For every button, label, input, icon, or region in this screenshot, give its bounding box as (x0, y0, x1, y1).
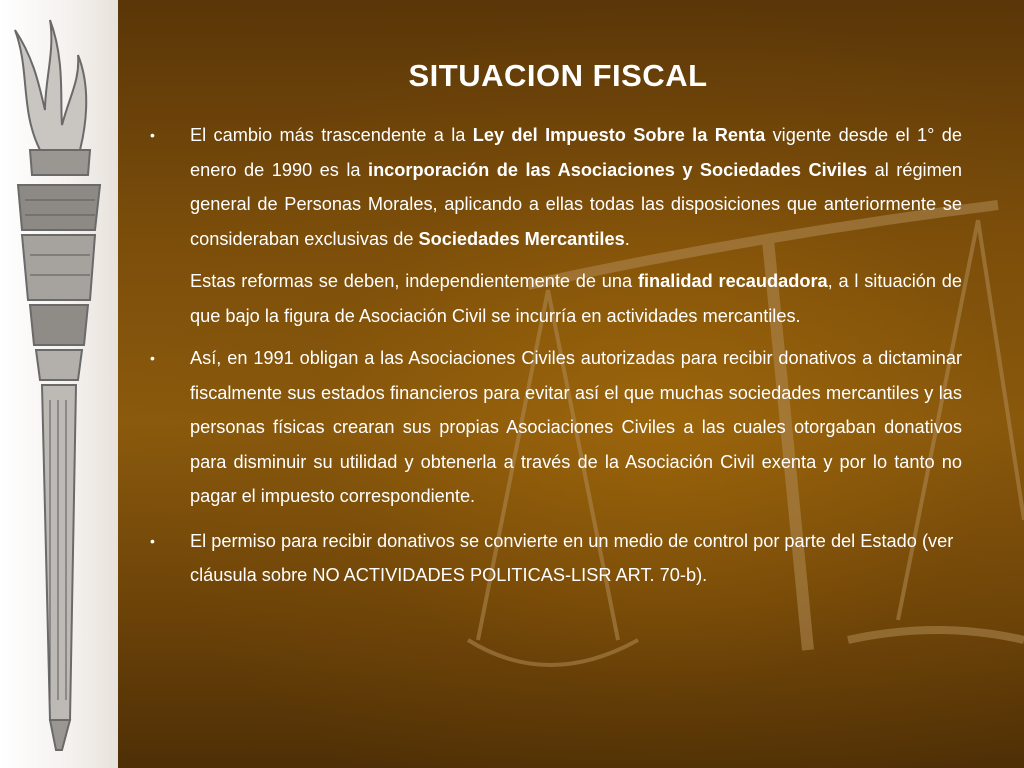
bullet-paragraph-3: • Así, en 1991 obligan a las Asociaciones Civiles autorizadas para recibir donativos a dictaminar fiscalmente sus estados financieros para evitar así el que muchas sociedades mercantiles y las personas físicas crearan sus propias Asociaciones Civiles a las cuales otorgaban donativos para disminuir su utilidad y obtenerla a través de la Asociación Civil exenta y por lo tanto no pagar el impuesto correspondiente. (150, 341, 962, 514)
bullet-paragraph-4: • El permiso para recibir donativos se convierte en un medio de control por parte del Estado (ver cláusula sobre NO ACTIVIDADES POLITICAS-LISR ART. 70-b). (150, 524, 962, 593)
torch-icon (0, 0, 118, 768)
paragraph-2: Estas reformas se deben, independientemente de una finalidad recaudadora, a l situación de que bajo la figura de Asociación Civil se incurría en actividades mercantiles. (190, 271, 963, 326)
bullet-list (150, 118, 962, 601)
page-title: SITUACION FISCAL (408, 58, 708, 93)
bullet-paragraph-1: • El cambio más trascendente a la Ley del Impuesto Sobre la Renta vigente desde el 1° de enero de 1990 es la incorporación de las Asociaciones y Sociedades Civiles al régimen general de Personas Morales, aplicando a ellas todas las disposiciones que anteriormente se consideraban exclusivas de Sociedades Mercantiles. (150, 118, 962, 256)
bullet-icon: • (150, 350, 155, 366)
bullet-icon: • (150, 127, 155, 143)
left-decoration-panel (0, 0, 118, 768)
bullet-icon: • (150, 532, 155, 549)
slide-content-area (118, 0, 1024, 768)
